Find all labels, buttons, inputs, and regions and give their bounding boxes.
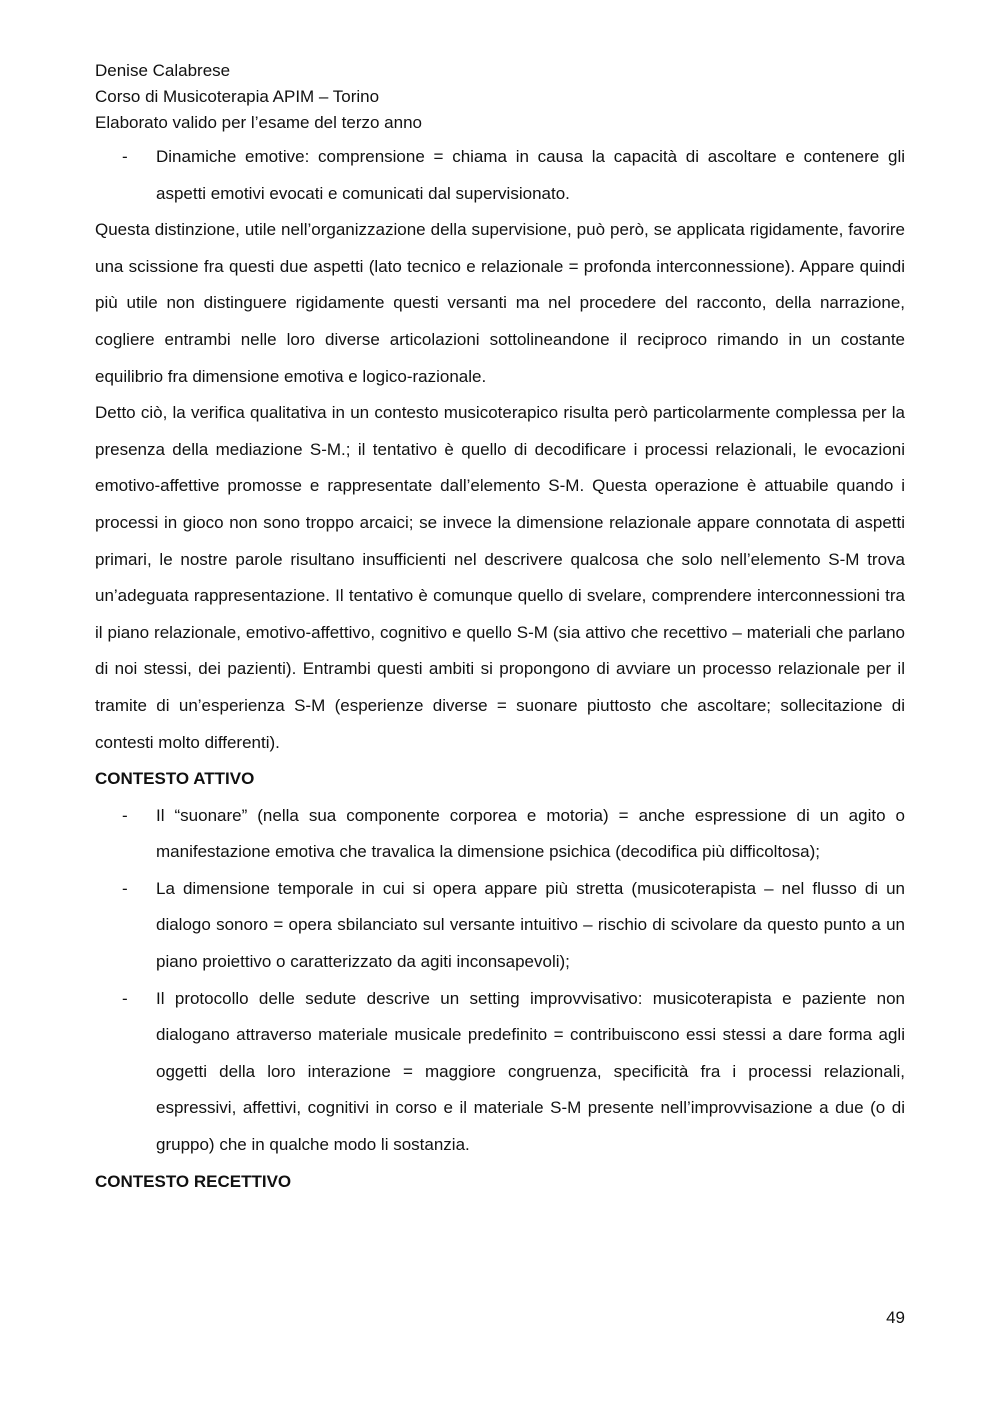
section-title-receptive: CONTESTO RECETTIVO: [95, 1171, 292, 1191]
bullet-item: [95, 871, 905, 981]
bullet-marker: -: [122, 878, 128, 898]
document-header: [95, 58, 905, 136]
header-course: Corso di Musicoterapia APIM – Torino: [95, 87, 380, 106]
header-note: Elaborato valido per l’esame del terzo anno: [95, 113, 422, 132]
bullet-marker: -: [122, 147, 128, 166]
bullet-text: La dimensione temporale in cui si opera appare più stretta (musicoterapista – nel flusso di un dialogo sonoro = opera sbilanciato sul versante intuitivo – rischio di scivolare da questo punto a un piano proiettivo o caratterizzato da agiti inconsapevoli);: [156, 878, 905, 972]
document-page: [95, 58, 905, 1200]
paragraph: Detto ciò, la verifica qualitativa in un contesto musicoterapico risulta però particolarmente complessa per la presenza della mediazione S-M.; il tentativo è quello di decodificare i processi relazionali, le evocazioni emotivo-affettive promosse e rappresentate dall’elemento S-M. Questa operazione è attuabile quando i processi in gioco non sono troppo arcaici; se invece la dimensione relazionale appare connotata di aspetti primari, le nostre parole risultano insufficienti nel descrivere qualcosa che solo nell’elemento S-M trova un’adeguata rappresentazione. Il tentativo è comunque quello di svelare, comprendere interconnessioni tra il piano relazionale, emotivo-affettivo, cognitivo e quello S-M (sia attivo che recettivo – materiali che parlano di noi stessi, dei pazienti). Entrambi questi ambiti si propongono di avviare un processo relazionale per il tramite di un’esperienza S-M (esperienze diverse = suonare piuttosto che ascoltare; sollecitazione di contesti molto differenti).: [95, 403, 905, 752]
paragraph: Questa distinzione, utile nell’organizzazione della supervisione, può però, se applicata rigidamente, favorire una scissione fra questi due aspetti (lato tecnico e relazionale = profonda interconnessione). Appare quindi più utile non distinguere rigidamente questi versanti ma nel procedere del racconto, della narrazione, cogliere entrambi nelle loro diverse articolazioni sottolineandone il reciproco rimando in un costante equilibrio fra dimensione emotiva e logico-razionale.: [95, 220, 905, 386]
bullet-marker: -: [122, 988, 128, 1008]
bullet-text: Il protocollo delle sedute descrive un setting improvvisativo: musicoterapista e paziente non dialogano attraverso materiale musicale predefinito = contribuiscono essi stessi a dare forma agli oggetti della loro interazione = maggiore congruenza, specificità fra i processi relazionali, espressivi, affettivi, cognitivi in corso e il materiale S-M presente nell’improvvisazione a due (o di gruppo) che in qualche modo li sostanzia.: [156, 988, 905, 1155]
header-author: Denise Calabrese: [95, 61, 231, 80]
bullet-text: Dinamiche emotive: comprensione = chiama in causa la capacità di ascoltare e contenere gli aspetti emotivi evocati e comunicati dal supervisionato.: [156, 147, 905, 203]
bullet-marker: -: [122, 805, 128, 825]
document-body: [95, 139, 905, 1200]
bullet-item: [95, 981, 905, 1164]
page-number: 49: [886, 1308, 905, 1327]
bullet-text: Il “suonare” (nella sua componente corporea e motoria) = anche espressione di un agito o manifestazione emotiva che travalica la dimensione psichica (decodifica più difficoltosa);: [156, 805, 905, 862]
bullet-item: [95, 798, 905, 871]
bullet-item: [95, 139, 905, 212]
section-title-active: CONTESTO ATTIVO: [95, 769, 255, 789]
